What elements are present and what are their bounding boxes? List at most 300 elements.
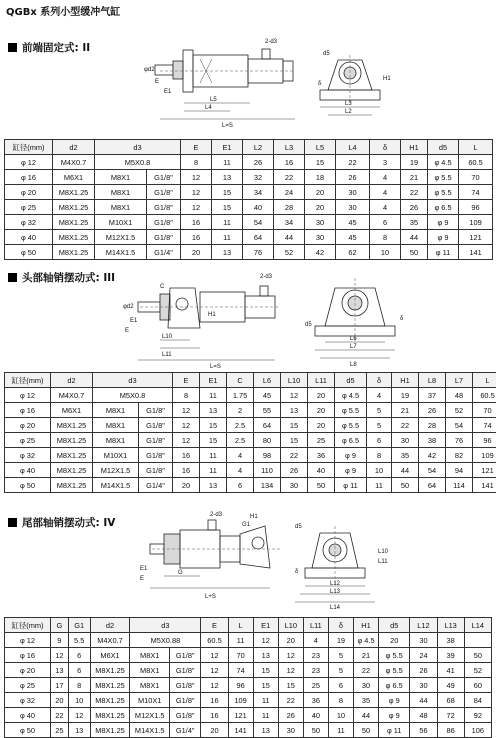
- cell: G1/8": [139, 448, 173, 463]
- header-cell: d2: [51, 373, 93, 388]
- cell: 13: [281, 403, 308, 418]
- cell: 5: [328, 648, 353, 663]
- cell: 16: [181, 230, 212, 245]
- cell: 50: [303, 723, 328, 738]
- header-cell: d5: [428, 140, 459, 155]
- cell: 20: [181, 245, 212, 260]
- table-row: [5, 388, 496, 403]
- cell: 25: [50, 723, 68, 738]
- header-cell: 缸径(mm): [5, 140, 53, 155]
- svg-text:L11: L11: [378, 559, 388, 565]
- cell: φ 5.5: [335, 418, 367, 433]
- svg-text:δ: δ: [400, 316, 404, 322]
- cell: 4: [370, 185, 401, 200]
- cell: 44: [392, 463, 419, 478]
- cell: 20: [201, 723, 228, 738]
- cell: 141: [228, 723, 253, 738]
- cell: 12: [278, 648, 303, 663]
- cell: 21: [401, 170, 428, 185]
- cell: 20: [173, 478, 200, 493]
- cell: 96: [459, 200, 493, 215]
- cell: G1/8": [170, 708, 201, 723]
- cell: M5X0.88: [130, 633, 201, 648]
- cell: 2.5: [227, 418, 254, 433]
- svg-text:H1: H1: [250, 514, 258, 520]
- cell: 84: [464, 693, 491, 708]
- header-cell: d3: [95, 140, 181, 155]
- cell: 80: [254, 433, 281, 448]
- cell: 22: [353, 663, 378, 678]
- cell: M10X1: [130, 693, 170, 708]
- cell: 26: [410, 663, 437, 678]
- cell: M8X1.25: [51, 433, 93, 448]
- cell: 42: [305, 245, 336, 260]
- cell: M10X1: [95, 215, 147, 230]
- svg-text:L10: L10: [378, 549, 389, 555]
- cell: 55: [254, 403, 281, 418]
- header-cell: δ: [328, 618, 353, 633]
- header-cell: E: [173, 373, 200, 388]
- cell: 12: [201, 663, 228, 678]
- cell: 70: [473, 403, 496, 418]
- cell: 48: [410, 708, 437, 723]
- header-cell: L3: [274, 140, 305, 155]
- cell: G1/8": [147, 230, 181, 245]
- cell: M5X0.8: [93, 388, 173, 403]
- cell: 16: [173, 448, 200, 463]
- table-row: [5, 418, 496, 433]
- header-cell: L7: [446, 373, 473, 388]
- cell: 10: [68, 693, 90, 708]
- cell: 2: [227, 403, 254, 418]
- header-cell: L14: [464, 618, 491, 633]
- cell: 20: [305, 185, 336, 200]
- cell: 60.5: [201, 633, 228, 648]
- cell: 5: [328, 663, 353, 678]
- header-cell: L: [473, 373, 496, 388]
- cell: 36: [308, 448, 335, 463]
- header-cell: L12: [410, 618, 437, 633]
- cell: 50: [392, 478, 419, 493]
- cell: 44: [401, 230, 428, 245]
- cell: 76: [243, 245, 274, 260]
- cell: 16: [201, 693, 228, 708]
- cell: 40: [308, 463, 335, 478]
- cell: 54: [419, 463, 446, 478]
- cell: 8: [328, 693, 353, 708]
- svg-text:2-d3: 2-d3: [210, 512, 223, 518]
- cell: 12: [253, 633, 278, 648]
- spec-table-tail-pin: [4, 617, 492, 738]
- cell: 4: [370, 200, 401, 215]
- cell: M8X1: [95, 185, 147, 200]
- header-cell: L: [228, 618, 253, 633]
- cell: 12: [173, 418, 200, 433]
- cell: 42: [419, 448, 446, 463]
- cell: 30: [336, 185, 370, 200]
- section-heading-head-pin: [8, 270, 115, 285]
- cell: φ 50: [5, 478, 51, 493]
- header-cell: H1: [392, 373, 419, 388]
- spec-table-head-pin: [4, 372, 496, 493]
- cell: 68: [437, 693, 464, 708]
- svg-text:E1: E1: [140, 566, 148, 572]
- cell: 12: [181, 185, 212, 200]
- cell: 96: [473, 433, 496, 448]
- cell: 34: [243, 185, 274, 200]
- cell: G1/8": [147, 215, 181, 230]
- cell: φ 32: [5, 215, 53, 230]
- cell: M8X1.25: [90, 693, 130, 708]
- cell: M8X1.25: [90, 663, 130, 678]
- section-heading-tail-pin: [8, 515, 115, 530]
- cell: 10: [328, 708, 353, 723]
- header-cell: E1: [253, 618, 278, 633]
- cell: 49: [437, 678, 464, 693]
- cell: φ 50: [5, 723, 51, 738]
- cell: φ 4.5: [428, 155, 459, 170]
- svg-text:L11: L11: [162, 352, 172, 358]
- svg-text:L8: L8: [350, 362, 357, 368]
- cell: 41: [437, 663, 464, 678]
- svg-text:2-d3: 2-d3: [265, 39, 278, 45]
- table-row: [5, 633, 492, 648]
- cell: G1/8": [139, 403, 173, 418]
- header-cell: E: [201, 618, 228, 633]
- svg-text:L10: L10: [162, 334, 173, 340]
- header-cell: E1: [200, 373, 227, 388]
- cell: 44: [353, 708, 378, 723]
- cell: 12: [181, 200, 212, 215]
- cell: 15: [212, 200, 243, 215]
- cell: G1/8": [170, 648, 201, 663]
- cell: M8X1.25: [90, 723, 130, 738]
- svg-text:L6: L6: [350, 336, 357, 342]
- cell: M8X1.25: [53, 200, 95, 215]
- cell: 70: [459, 170, 493, 185]
- cell: M14X1.5: [93, 478, 139, 493]
- cell: 22: [50, 708, 68, 723]
- cell: 15: [305, 155, 336, 170]
- cell: 22: [401, 185, 428, 200]
- cell: 35: [353, 693, 378, 708]
- cell: M12X1.5: [130, 708, 170, 723]
- cell: 44: [274, 230, 305, 245]
- cell: 23: [303, 648, 328, 663]
- table-row: [5, 723, 492, 738]
- cell: M8X1: [130, 648, 170, 663]
- cell: 8: [173, 388, 200, 403]
- cell: 4: [370, 170, 401, 185]
- svg-text:E1: E1: [130, 318, 138, 324]
- cell: 13: [212, 170, 243, 185]
- cell: G1/8": [139, 433, 173, 448]
- svg-text:d5: d5: [323, 51, 330, 57]
- header-cell: d2: [90, 618, 130, 633]
- cell: 39: [437, 648, 464, 663]
- cell: φ 6.5: [379, 678, 410, 693]
- cell: M8X1.25: [53, 230, 95, 245]
- cell: 52: [446, 403, 473, 418]
- cell: 20: [305, 200, 336, 215]
- cell: M8X1.25: [51, 463, 93, 478]
- cell: 6: [227, 478, 254, 493]
- cell: φ 20: [5, 185, 53, 200]
- cell: 6: [367, 433, 392, 448]
- cell: 26: [281, 463, 308, 478]
- cell: 70: [228, 648, 253, 663]
- table-row: [5, 200, 493, 215]
- section-heading-label: 前端固定式: II: [22, 40, 90, 55]
- cell: 24: [274, 185, 305, 200]
- svg-text:G1: G1: [242, 522, 251, 528]
- cell: 98: [254, 448, 281, 463]
- cell: φ 12: [5, 155, 53, 170]
- header-cell: d5: [379, 618, 410, 633]
- table-header-row: [5, 140, 493, 155]
- svg-text:L5: L5: [210, 97, 217, 103]
- cell: M6X1: [90, 648, 130, 663]
- header-cell: L11: [308, 373, 335, 388]
- cell: 40: [303, 708, 328, 723]
- cell: G1/8": [139, 418, 173, 433]
- cell: φ 16: [5, 648, 51, 663]
- cell: φ 40: [5, 230, 53, 245]
- svg-text:E1: E1: [164, 89, 172, 95]
- cell: φ 11: [379, 723, 410, 738]
- cell: φ 20: [5, 418, 51, 433]
- svg-text:δ: δ: [295, 569, 299, 575]
- cell: 8: [370, 230, 401, 245]
- svg-text:L12: L12: [330, 581, 341, 587]
- cell: 45: [254, 388, 281, 403]
- cell: 82: [446, 448, 473, 463]
- cell: 19: [328, 633, 353, 648]
- cell: φ 9: [428, 230, 459, 245]
- svg-text:L=S: L=S: [222, 123, 233, 129]
- svg-text:E: E: [140, 576, 144, 582]
- cell: φ 32: [5, 448, 51, 463]
- header-cell: L2: [243, 140, 274, 155]
- table-header-row: [5, 373, 496, 388]
- cell: 12: [173, 403, 200, 418]
- svg-text:L14: L14: [330, 605, 341, 610]
- cell: 109: [473, 448, 496, 463]
- cell: 11: [253, 708, 278, 723]
- cell: 10: [370, 245, 401, 260]
- square-bullet-icon: [8, 273, 17, 282]
- cell: 16: [201, 708, 228, 723]
- cell: 11: [212, 155, 243, 170]
- cell: 30: [281, 478, 308, 493]
- square-bullet-icon: [8, 518, 17, 527]
- header-cell: L8: [419, 373, 446, 388]
- cell: G1/4": [170, 723, 201, 738]
- header-cell: d2: [53, 140, 95, 155]
- cell: 60.5: [459, 155, 493, 170]
- cell: 28: [274, 200, 305, 215]
- cell: M8X1.25: [53, 245, 95, 260]
- cell: 44: [410, 693, 437, 708]
- cell: 62: [336, 245, 370, 260]
- drawing-head-pin: [120, 268, 420, 373]
- cell: 60: [464, 678, 491, 693]
- cell: 26: [243, 155, 274, 170]
- header-cell: d3: [130, 618, 201, 633]
- cell: 6: [68, 663, 90, 678]
- cell: 12: [50, 648, 68, 663]
- header-cell: 缸径(mm): [5, 618, 51, 633]
- cell: 25: [303, 678, 328, 693]
- cell: 20: [50, 693, 68, 708]
- cell: 10: [367, 463, 392, 478]
- header-cell: 缸径(mm): [5, 373, 51, 388]
- cell: 28: [419, 418, 446, 433]
- cell: 15: [253, 663, 278, 678]
- cell: φ 32: [5, 693, 51, 708]
- cell: M8X1.25: [51, 418, 93, 433]
- cell: 38: [419, 433, 446, 448]
- cell: 22: [281, 448, 308, 463]
- cell: 12: [181, 170, 212, 185]
- cell: 8: [181, 155, 212, 170]
- cell: M8X1: [93, 418, 139, 433]
- cell: φ 12: [5, 633, 51, 648]
- cell: [464, 633, 491, 648]
- table-row: [5, 230, 493, 245]
- table-row: [5, 678, 492, 693]
- svg-text:H1: H1: [383, 76, 391, 82]
- cell: 9: [50, 633, 68, 648]
- cell: M5X0.8: [95, 155, 181, 170]
- cell: 64: [419, 478, 446, 493]
- cell: 5: [367, 403, 392, 418]
- cell: 50: [308, 478, 335, 493]
- cell: 15: [212, 185, 243, 200]
- cell: 64: [254, 418, 281, 433]
- cell: G1/4": [147, 245, 181, 260]
- svg-text:L+S: L+S: [205, 594, 216, 600]
- cell: 50: [353, 723, 378, 738]
- table-row: [5, 155, 493, 170]
- cell: 30: [392, 433, 419, 448]
- cell: 6: [370, 215, 401, 230]
- cell: 18: [305, 170, 336, 185]
- cell: 37: [419, 388, 446, 403]
- cell: φ 9: [379, 693, 410, 708]
- cell: 92: [464, 708, 491, 723]
- cell: 19: [401, 155, 428, 170]
- cell: 11: [228, 633, 253, 648]
- table-row: [5, 708, 492, 723]
- cell: 16: [274, 155, 305, 170]
- header-cell: L13: [437, 618, 464, 633]
- cell: 4: [227, 463, 254, 478]
- cell: 48: [446, 388, 473, 403]
- cell: 110: [254, 463, 281, 478]
- cell: 26: [401, 200, 428, 215]
- cell: φ 11: [335, 478, 367, 493]
- cell: 50: [401, 245, 428, 260]
- table-row: [5, 663, 492, 678]
- cell: M8X1.25: [51, 478, 93, 493]
- header-cell: G: [50, 618, 68, 633]
- cell: 15: [278, 678, 303, 693]
- cell: M14X1.5: [130, 723, 170, 738]
- cell: φ 9: [379, 708, 410, 723]
- header-cell: H1: [353, 618, 378, 633]
- cell: 11: [367, 478, 392, 493]
- svg-text:L3: L3: [345, 101, 352, 107]
- cell: 22: [278, 693, 303, 708]
- cell: φ 9: [335, 448, 367, 463]
- cell: 50: [464, 648, 491, 663]
- page-title: QGBx 系列小型缓冲气缸: [6, 3, 120, 18]
- cell: 30: [278, 723, 303, 738]
- cell: G1/8": [170, 678, 201, 693]
- table-row: [5, 185, 493, 200]
- section-heading-label: 尾部轴销摆动式: IV: [22, 515, 115, 530]
- table-row: [5, 693, 492, 708]
- cell: φ 11: [428, 245, 459, 260]
- cell: 30: [410, 633, 437, 648]
- svg-text:δ: δ: [318, 81, 322, 87]
- cell: 22: [392, 418, 419, 433]
- cell: 12: [281, 388, 308, 403]
- svg-text:C: C: [160, 284, 165, 290]
- cell: 20: [308, 418, 335, 433]
- svg-text:H1: H1: [208, 312, 216, 318]
- cell: 26: [336, 170, 370, 185]
- table-header-row: [5, 618, 492, 633]
- table-row: [5, 170, 493, 185]
- cell: 45: [336, 215, 370, 230]
- cell: 20: [379, 633, 410, 648]
- cell: 19: [392, 388, 419, 403]
- cell: M8X1.25: [51, 448, 93, 463]
- cell: 12: [201, 678, 228, 693]
- svg-text:d5: d5: [295, 524, 302, 530]
- cell: 25: [308, 433, 335, 448]
- svg-text:φd2: φd2: [123, 304, 134, 310]
- cell: G1/8": [147, 170, 181, 185]
- table-row: [5, 245, 493, 260]
- cell: 5: [367, 418, 392, 433]
- cell: 141: [473, 478, 496, 493]
- cell: 121: [459, 230, 493, 245]
- cell: 13: [68, 723, 90, 738]
- svg-text:L2: L2: [345, 109, 352, 115]
- header-cell: E: [181, 140, 212, 155]
- cell: M8X1: [95, 170, 147, 185]
- cell: φ 6.5: [428, 200, 459, 215]
- cell: φ 16: [5, 403, 51, 418]
- header-cell: δ: [367, 373, 392, 388]
- cell: φ 40: [5, 708, 51, 723]
- cell: 6: [68, 648, 90, 663]
- cell: 109: [459, 215, 493, 230]
- svg-text:E: E: [155, 79, 159, 85]
- square-bullet-icon: [8, 43, 17, 52]
- cell: M8X1: [130, 678, 170, 693]
- cell: 1.75: [227, 388, 254, 403]
- cell: 8: [367, 448, 392, 463]
- cell: 26: [278, 708, 303, 723]
- cell: 11: [253, 693, 278, 708]
- cell: M8X1.25: [53, 185, 95, 200]
- cell: 74: [228, 663, 253, 678]
- cell: G1/8": [170, 693, 201, 708]
